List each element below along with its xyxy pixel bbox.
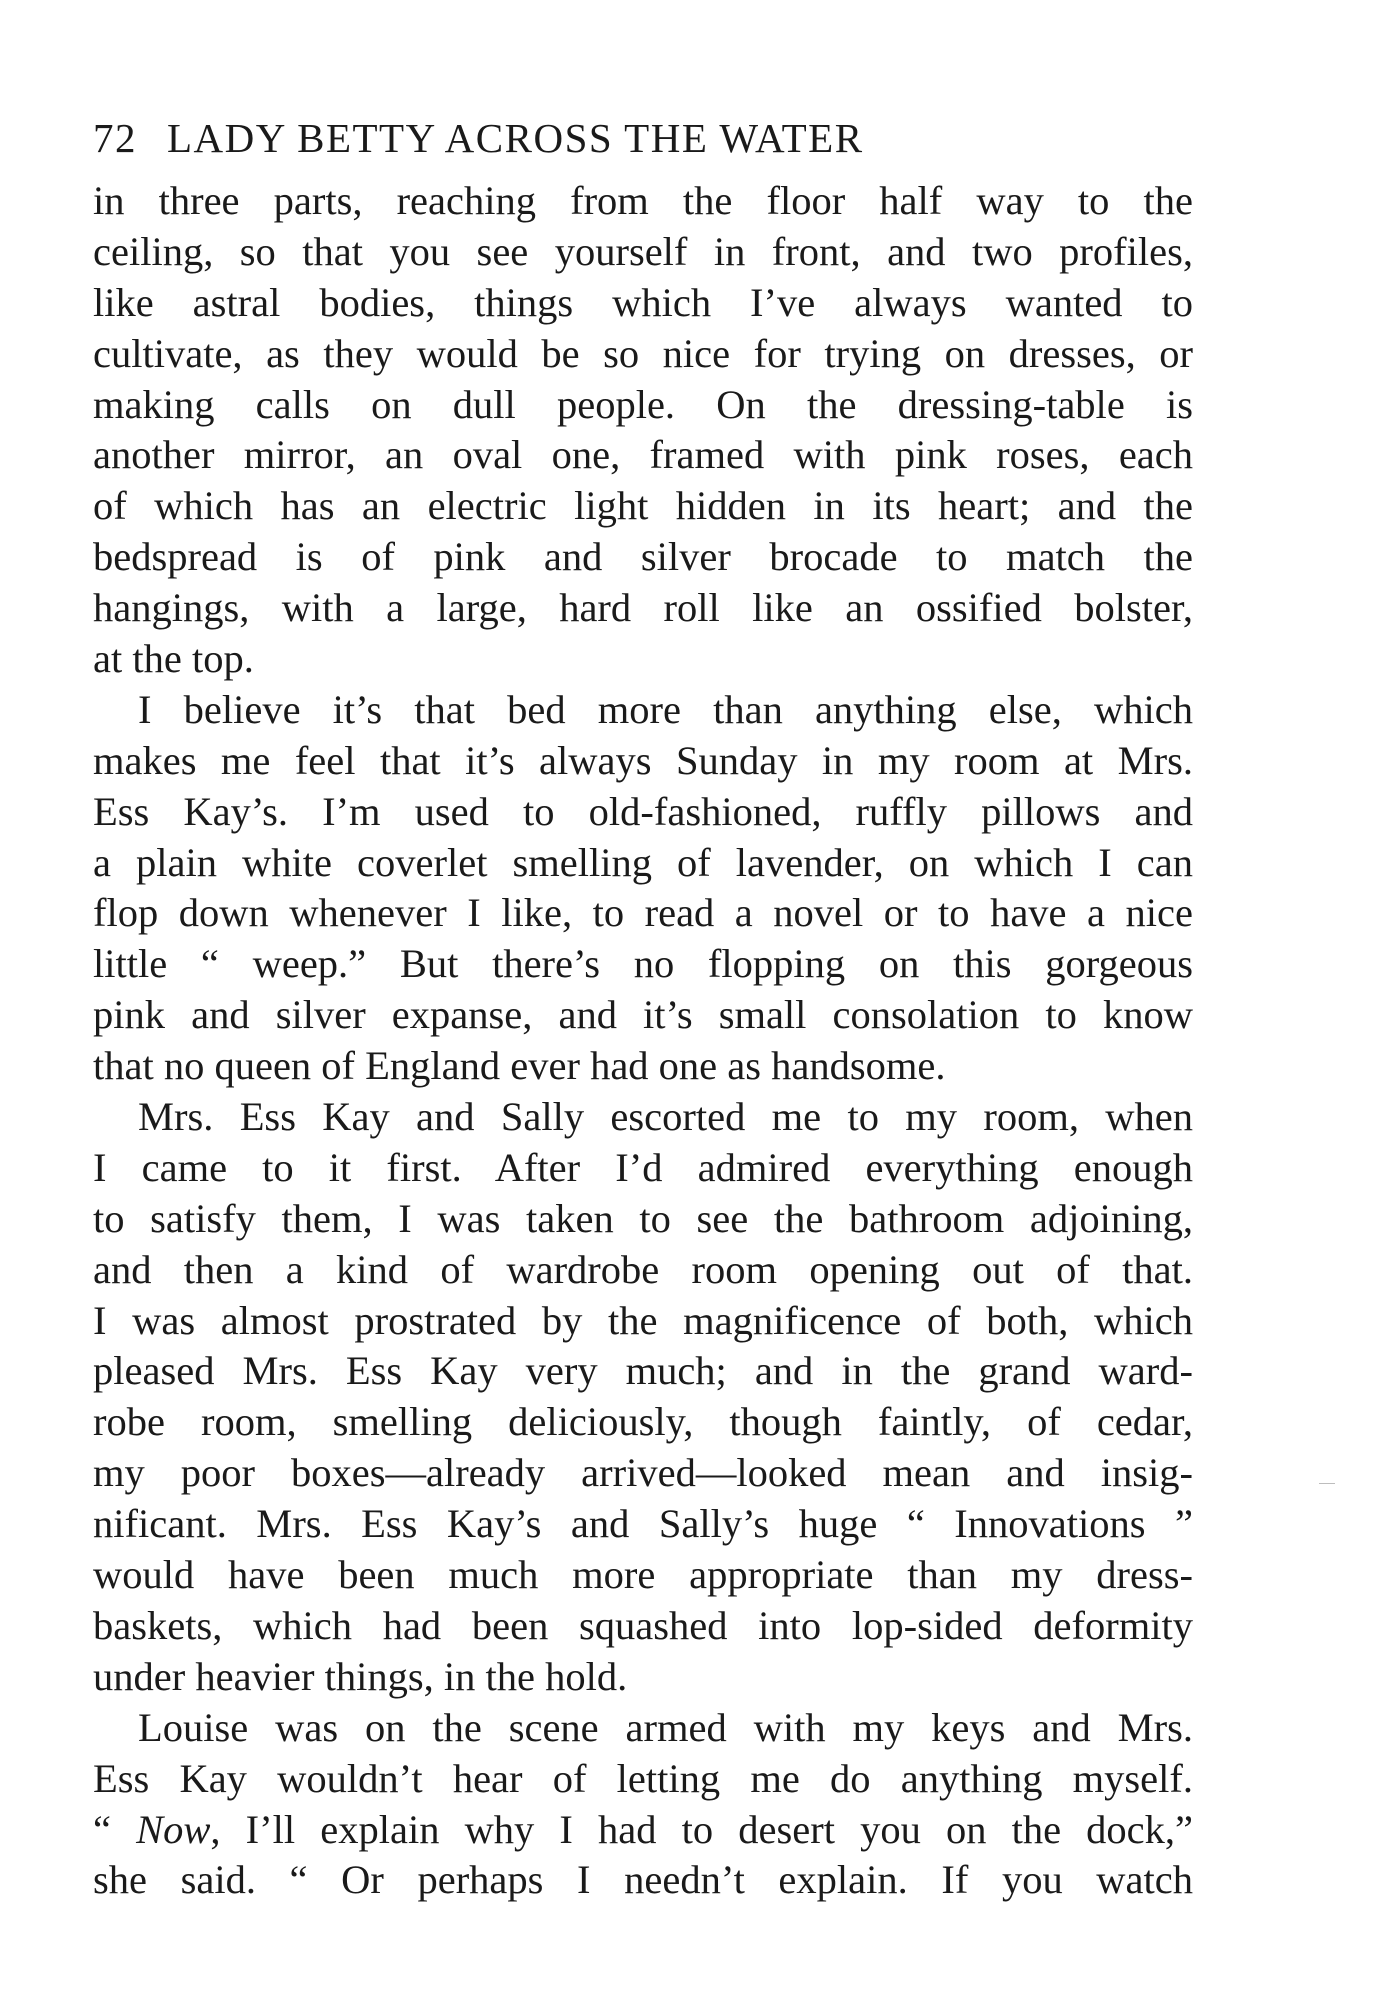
text-line: another mirror, an oval one, framed with pink roses, each xyxy=(93,432,1193,478)
text-line: flop down whenever I like, to read a novel or to have a nice xyxy=(93,890,1193,936)
text-line: pleased Mrs. Ess Kay very much; and in the grand ward- xyxy=(93,1348,1193,1394)
text-line: little “ weep.” But there’s no flopping on this gorgeous xyxy=(93,941,1193,987)
text-line: to satisfy them, I was taken to see the bathroom adjoining, xyxy=(93,1195,1193,1241)
text-line: cultivate, as they would be so nice for trying on dresses, or xyxy=(93,330,1193,376)
text-line: would have been much more appropriate than my dress- xyxy=(93,1552,1193,1598)
text-line: my poor boxes—already arrived—looked mean and insig- xyxy=(93,1450,1193,1496)
text-line: making calls on dull people. On the dressing-table is xyxy=(93,381,1193,427)
text-line: of which has an electric light hidden in its heart; and the xyxy=(93,483,1193,529)
text-line: Ess Kay’s. I’m used to old-fashioned, ruffly pillows and xyxy=(93,788,1193,834)
running-head xyxy=(93,108,1193,168)
text-line: ceiling, so that you see yourself in front, and two profiles, xyxy=(93,228,1193,274)
text-line: baskets, which had been squashed into lop-sided deformity xyxy=(93,1602,1193,1648)
book-page xyxy=(93,108,1193,1906)
text-line: makes me feel that it’s always Sunday in my room at Mrs. xyxy=(93,737,1193,783)
text-line: nificant. Mrs. Ess Kay’s and Sally’s huge “ Innovations ” xyxy=(93,1501,1193,1547)
text-line: a plain white coverlet smelling of lavender, on which I can xyxy=(93,839,1193,885)
text-line: pink and silver expanse, and it’s small consolation to know xyxy=(93,992,1193,1038)
text-line: I was almost prostrated by the magnificence of both, which xyxy=(93,1297,1193,1343)
body-text xyxy=(93,176,1193,1906)
emphasis: Now xyxy=(136,1806,211,1852)
text-line: that no queen of England ever had one as handsome. xyxy=(93,1043,946,1089)
text-line: she said. “ Or perhaps I needn’t explain. If you watch xyxy=(93,1857,1193,1903)
text-line: bedspread is of pink and silver brocade to match the xyxy=(93,534,1193,580)
text-line: in three parts, reaching from the floor half way to the xyxy=(93,178,1193,223)
text-line: and then a kind of wardrobe room opening out of that. xyxy=(93,1246,1193,1292)
text-line: Mrs. Ess Kay and Sally escorted me to my room, when xyxy=(138,1094,1193,1140)
text-line: Ess Kay wouldn’t hear of letting me do anything myself. xyxy=(93,1755,1193,1801)
text-line: hangings, with a large, hard roll like an ossified bolster, xyxy=(93,585,1193,631)
text-line: robe room, smelling deliciously, though faintly, of cedar, xyxy=(93,1399,1193,1445)
running-title: LADY BETTY ACROSS THE WATER xyxy=(167,115,864,161)
text-line: Louise was on the scene armed with my keys and Mrs. xyxy=(138,1704,1193,1750)
text-line: I came to it first. After I’d admired everything enough xyxy=(93,1144,1193,1190)
text-line: like astral bodies, things which I’ve always wanted to xyxy=(93,279,1193,325)
text-line: at the top. xyxy=(93,636,254,682)
text-line: I believe it’s that bed more than anything else, which xyxy=(138,686,1193,732)
text-line: under heavier things, in the hold. xyxy=(93,1653,628,1699)
page-number: 72 xyxy=(93,115,137,161)
text-line: “ Now, I’ll explain why I had to desert you on the dock,” xyxy=(93,1806,1193,1852)
margin-mark xyxy=(1319,1483,1335,1484)
